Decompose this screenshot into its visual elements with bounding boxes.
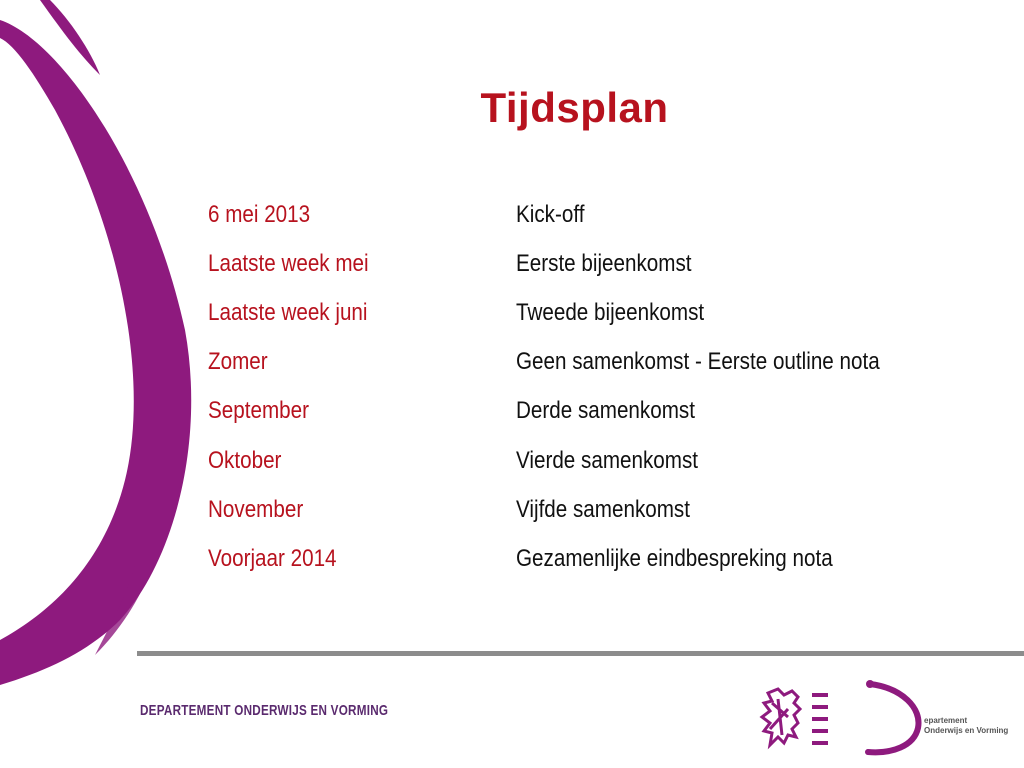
schedule-date: November [208, 495, 304, 523]
schedule-row [208, 338, 968, 387]
schedule-date: Oktober [208, 446, 282, 474]
schedule-row [208, 436, 968, 485]
schedule-activity: Vierde samenkomst [516, 446, 699, 474]
schedule-date: September [208, 397, 309, 425]
schedule-row [208, 190, 968, 239]
schedule-activity: Derde samenkomst [516, 397, 695, 425]
schedule-date: Voorjaar 2014 [208, 544, 337, 572]
schedule-activity: Kick-off [516, 200, 585, 228]
schedule-row [208, 387, 968, 436]
schedule-row [208, 288, 968, 337]
schedule-activity: Vijfde samenkomst [516, 495, 690, 523]
schedule-date: Zomer [208, 348, 268, 376]
d-arc-logo-icon [862, 678, 924, 758]
schedule-date: 6 mei 2013 [208, 200, 311, 228]
department-name: DEPARTEMENT ONDERWIJS EN VORMING [140, 702, 389, 719]
schedule-table [208, 190, 968, 584]
footer-divider [137, 651, 1024, 656]
slide-title: Tijdsplan [480, 84, 669, 131]
schedule-activity: Tweede bijeenkomst [516, 298, 705, 326]
schedule-date: Laatste week juni [208, 298, 368, 326]
flemish-lion-logo-icon [758, 685, 840, 753]
schedule-row [208, 239, 968, 288]
schedule-activity: Eerste bijeenkomst [516, 249, 692, 277]
schedule-activity: Geen samenkomst - Eerste outline nota [516, 348, 880, 376]
logo-caption-line2: Onderwijs en Vorming [924, 726, 1009, 735]
schedule-row [208, 534, 968, 583]
logo-caption-line1: epartement [924, 716, 968, 725]
schedule-date: Laatste week mei [208, 249, 369, 277]
schedule-activity: Gezamenlijke eindbespreking nota [516, 544, 833, 572]
logo-caption [924, 716, 1008, 736]
schedule-row [208, 485, 968, 534]
